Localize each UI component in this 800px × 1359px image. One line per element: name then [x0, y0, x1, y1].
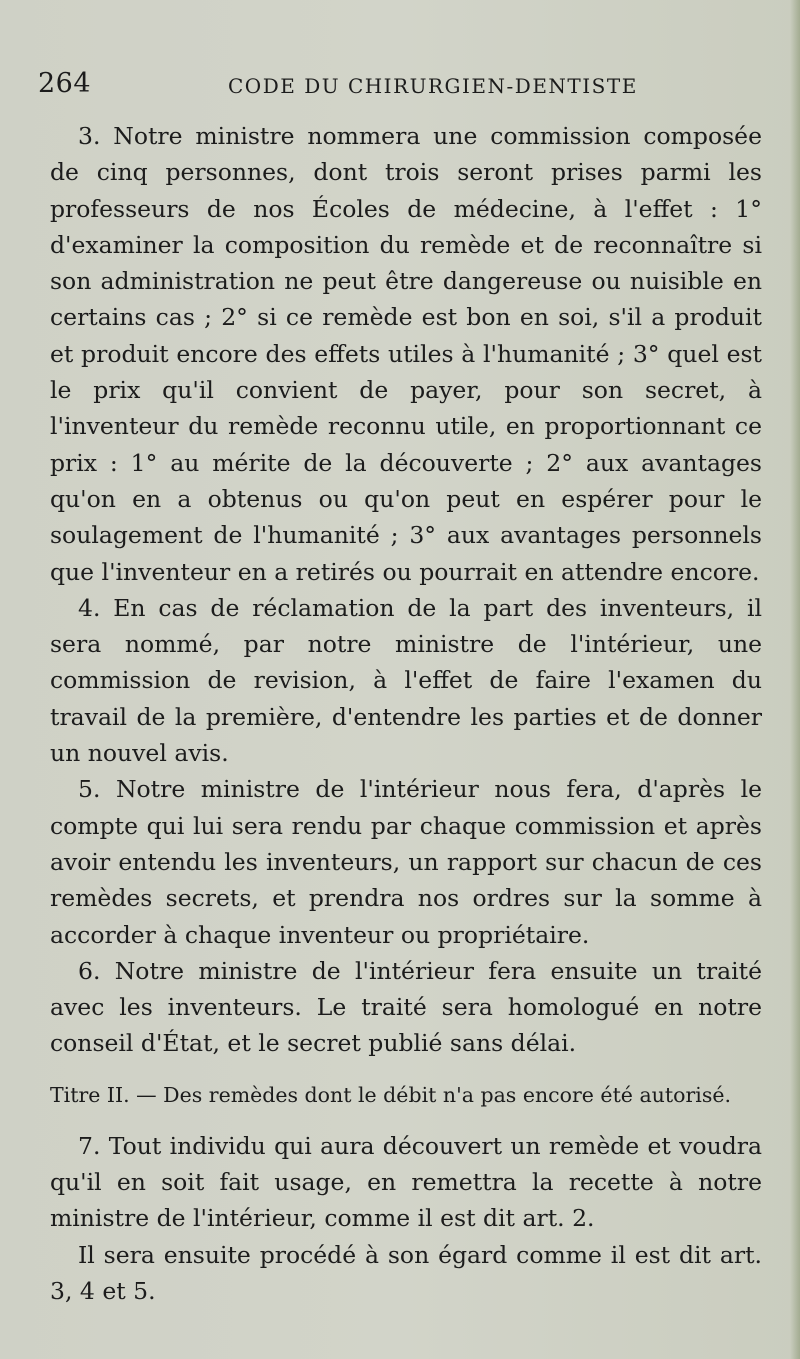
article-4: 4. En cas de réclamation de la part des inventeurs, il sera nommé, par notre ministre de l'intérieur, une commission de revision, à l'effet de faire l'examen du travail de la première, d'entendre les parties et de donner un nouvel avis. [50, 593, 762, 768]
article-6: 6. Notre ministre de l'intérieur fera ensuite un traité avec les inventeurs. Le traité sera homologué en notre conseil d'État, et le secret publié sans délai. [50, 956, 762, 1058]
article-5: 5. Notre ministre de l'intérieur nous fera, d'après le compte qui lui sera rendu par chaque commission et après avoir entendu les inventeurs, un rapport sur chacun de ces remèdes secrets, et prendra nos ordres sur la somme à accorder à chaque inventeur ou propriétaire. [50, 775, 762, 949]
section-title: Titre II. — Des remèdes dont le débit n'a pas encore été autorisé. [50, 1082, 731, 1107]
page-body [50, 118, 762, 1309]
page-number: 264 [38, 68, 92, 99]
running-title: CODE DU CHIRURGIEN-DENTISTE [228, 74, 638, 98]
page-header [38, 68, 760, 108]
article-7: 7. Tout individu qui aura découvert un remède et voudra qu'il en soit fait usage, en remettra la recette à notre ministre de l'intérieur, comme il est dit art. 2. [50, 1131, 762, 1233]
page-edge [790, 0, 800, 1359]
article-3: 3. Notre ministre nommera une commission composée de cinq personnes, dont trois seront prises parmi les professeurs de nos Écoles de médecine, à l'effet : 1° d'examiner la composition du remède et de reconnaître si son administration ne peut être dangereuse ou nuisible en certains cas ; 2° si ce remède est bon en soi, s'il a produit et produit encore des effets utiles à l'humanité ; 3° quel est le prix qu'il convient de payer, pour son secret, à l'inventeur du remède reconnu utile, en proportionnant ce prix : 1° au mérite de la découverte ; 2° aux avantages qu'on en a obtenus ou qu'on peut en espérer pour le soulagement de l'humanité ; 3° aux avantages personnels que l'inventeur en a retirés ou pourrait en attendre encore. [50, 122, 762, 586]
article-7-continuation: Il sera ensuite procédé à son égard comme il est dit art. 3, 4 et 5. [50, 1240, 762, 1305]
